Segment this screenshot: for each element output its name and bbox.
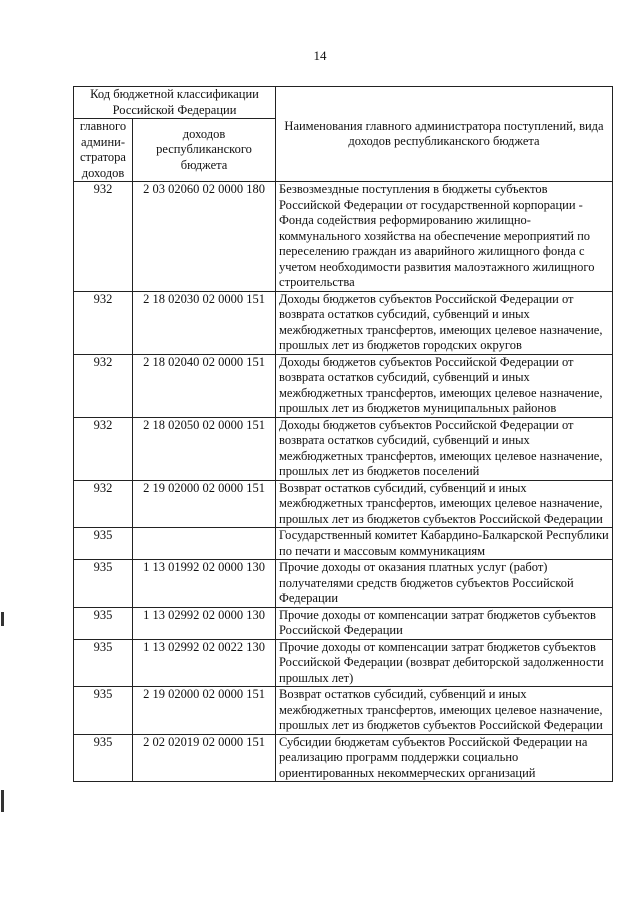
revenue-code-cell: 1 13 02992 02 0022 130 <box>133 639 276 687</box>
table-row <box>74 528 613 560</box>
admin-code-cell: 932 <box>74 480 133 528</box>
revenue-name-cell: Возврат остатков субсидий, субвенций и иных межбюджетных трансфертов, имеющих целевое назначение, прошлых лет из бюджетов субъектов Российской Федерации <box>276 687 613 735</box>
table-row <box>74 734 613 782</box>
admin-code-cell: 935 <box>74 639 133 687</box>
revenue-name-cell: Доходы бюджетов субъектов Российской Федерации от возврата остатков субсидий, субвенций и иных межбюджетных трансфертов, имеющих целевое назначение, прошлых лет из бюджетов городских округов <box>276 291 613 354</box>
revenue-name-cell: Доходы бюджетов субъектов Российской Федерации от возврата остатков субсидий, субвенций и иных межбюджетных трансфертов, имеющих целевое назначение, прошлых лет из бюджетов поселений <box>276 417 613 480</box>
revenue-name-cell: Безвозмездные поступления в бюджеты субъектов Российской Федерации от государственной корпорации - Фонда содействия реформированию жилищно-коммунального хозяйства на обеспечение мероприятий по переселению граждан из аварийного жилищного фонда с учетом необходимости развития малоэтажного жилищного строительства <box>276 182 613 292</box>
budget-classification-table <box>73 86 613 782</box>
table-row <box>74 480 613 528</box>
admin-code-cell: 935 <box>74 687 133 735</box>
admin-code-cell: 932 <box>74 354 133 417</box>
page-number: 14 <box>313 48 327 63</box>
header-row <box>74 87 613 119</box>
header-name-column: Наименования главного администратора поступлений, вида доходов республиканского бюджета <box>276 87 613 182</box>
revenue-code-cell: 2 18 02040 02 0000 151 <box>133 354 276 417</box>
admin-code-cell: 932 <box>74 417 133 480</box>
margin-mark <box>1 790 4 812</box>
admin-code-cell: 935 <box>74 734 133 782</box>
revenue-name-cell: Прочие доходы от компенсации затрат бюджетов субъектов Российской Федерации <box>276 607 613 639</box>
revenue-code-cell: 2 03 02060 02 0000 180 <box>133 182 276 292</box>
table-row <box>74 687 613 735</box>
header-admin-column: главного админи-стратора доходов <box>74 119 133 182</box>
admin-code-cell: 935 <box>74 607 133 639</box>
margin-mark <box>1 612 4 626</box>
revenue-code-cell <box>133 528 276 560</box>
revenue-code-cell: 2 18 02050 02 0000 151 <box>133 417 276 480</box>
revenue-name-cell: Доходы бюджетов субъектов Российской Федерации от возврата остатков субсидий, субвенций и иных межбюджетных трансфертов, имеющих целевое назначение, прошлых лет из бюджетов муниципальных районов <box>276 354 613 417</box>
revenue-name-cell: Возврат остатков субсидий, субвенций и иных межбюджетных трансфертов, имеющих целевое назначение, прошлых лет из бюджетов субъектов Российской Федерации <box>276 480 613 528</box>
revenue-name-cell: Прочие доходы от компенсации затрат бюджетов субъектов Российской Федерации (возврат дебиторской задолженности прошлых лет) <box>276 639 613 687</box>
table-row <box>74 291 613 354</box>
revenue-name-cell: Субсидии бюджетам субъектов Российской Федерации на реализацию программ поддержки социально ориентированных некоммерческих организаций <box>276 734 613 782</box>
table-row <box>74 639 613 687</box>
admin-code-cell: 935 <box>74 560 133 608</box>
admin-code-cell: 932 <box>74 182 133 292</box>
revenue-name-cell: Прочие доходы от оказания платных услуг (работ) получателями средств бюджетов субъектов Российской Федерации <box>276 560 613 608</box>
revenue-code-cell: 2 19 02000 02 0000 151 <box>133 480 276 528</box>
revenue-name-cell: Государственный комитет Кабардино-Балкарской Республики по печати и массовым коммуникациям <box>276 528 613 560</box>
revenue-code-cell: 2 18 02030 02 0000 151 <box>133 291 276 354</box>
admin-code-cell: 935 <box>74 528 133 560</box>
admin-code-cell: 932 <box>74 291 133 354</box>
header-classification-group: Код бюджетной классификации Российской Федерации <box>74 87 276 119</box>
revenue-code-cell: 2 19 02000 02 0000 151 <box>133 687 276 735</box>
table-row <box>74 182 613 292</box>
header-revenue-column: доходов республиканского бюджета <box>133 119 276 182</box>
revenue-code-cell: 1 13 02992 02 0000 130 <box>133 607 276 639</box>
revenue-code-cell: 1 13 01992 02 0000 130 <box>133 560 276 608</box>
table-row <box>74 607 613 639</box>
table-row <box>74 560 613 608</box>
table-row <box>74 417 613 480</box>
table-row <box>74 354 613 417</box>
revenue-code-cell: 2 02 02019 02 0000 151 <box>133 734 276 782</box>
